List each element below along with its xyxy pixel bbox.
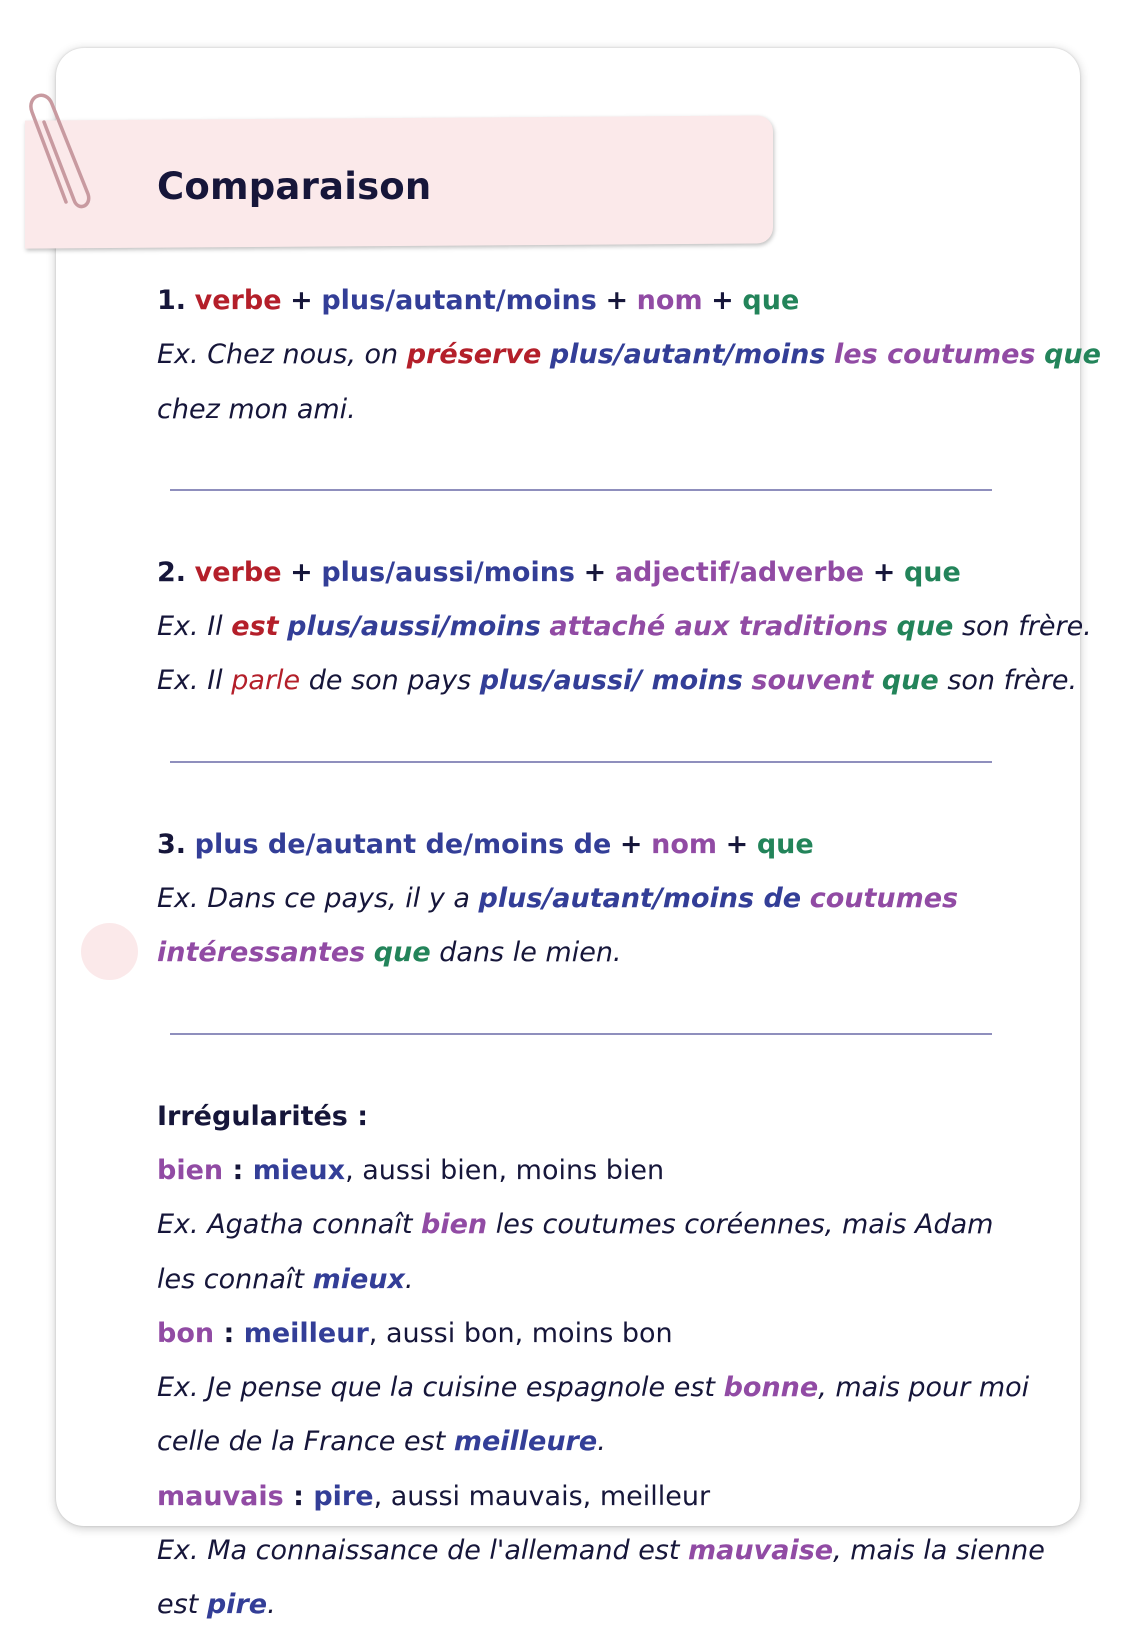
- irregular-mauvais-example: [157, 1524, 1045, 1578]
- rule-2-formula: [157, 546, 1017, 600]
- rule-3-example-cont: [157, 926, 1017, 980]
- example-noun: les coutumes: [834, 339, 1036, 371]
- plus-sign: +: [290, 556, 313, 588]
- irregular-mauvais: [157, 1470, 1017, 1524]
- formula-comparative: plus de/autant de/moins de: [194, 828, 612, 860]
- formula-verb: verbe: [194, 556, 282, 588]
- example-comparative: pire: [206, 1589, 268, 1621]
- example-base: bonne: [723, 1372, 819, 1404]
- example-noun: intéressantes: [157, 937, 366, 969]
- rule-3-example: [157, 872, 1017, 926]
- rule-2-example-1: [157, 600, 1092, 654]
- irregular-forms: , aussi bon, moins bon: [368, 1317, 673, 1349]
- plus-sign: +: [605, 285, 629, 316]
- example-comparative: plus/autant/moins: [549, 339, 826, 371]
- rule-1-example-cont: [157, 383, 1017, 437]
- paperclip-icon: [22, 86, 102, 216]
- example-text: Ex. Dans ce pays, il y a: [157, 883, 470, 915]
- section-divider: [157, 437, 1017, 546]
- irregular-base: bien: [157, 1154, 224, 1186]
- formula-comparative: plus/autant/moins: [321, 285, 597, 316]
- example-verb: parle: [231, 665, 301, 697]
- rule-3-formula: [157, 818, 1017, 872]
- colon-separator: :: [283, 1480, 314, 1512]
- example-que: que: [896, 611, 954, 643]
- example-text: Ex. Ma connaissance de l'allemand est: [157, 1535, 680, 1567]
- example-text: .: [597, 1426, 606, 1458]
- formula-comparative: plus/aussi/moins: [321, 556, 575, 588]
- plus-sign: +: [619, 828, 643, 860]
- example-text: est: [157, 1589, 199, 1621]
- irregular-heading: Irrégularités :: [157, 1100, 369, 1132]
- plus-sign: +: [583, 556, 607, 588]
- section-divider: [157, 709, 1017, 818]
- example-comparative: plus/aussi/ moins: [479, 665, 743, 697]
- plus-sign: +: [290, 285, 313, 316]
- irregular-mauvais-example-cont: [157, 1578, 1017, 1632]
- plus-sign: +: [711, 285, 734, 316]
- irregular-forms: , aussi bien, moins bien: [345, 1154, 665, 1186]
- example-text: de son pays: [308, 665, 472, 697]
- example-base: bien: [421, 1209, 488, 1241]
- irregular-comparative: pire: [313, 1480, 374, 1512]
- example-comparative: plus/autant/moins de: [478, 883, 802, 915]
- irregular-base: bon: [157, 1317, 215, 1349]
- example-text: Ex. Je pense que la cuisine espagnole est: [157, 1372, 715, 1404]
- example-text: celle de la France est: [157, 1426, 446, 1458]
- formula-noun: nom: [651, 828, 718, 860]
- example-text: dans le mien.: [439, 937, 622, 969]
- formula-noun: nom: [636, 285, 703, 316]
- irregular-bien: [157, 1144, 1017, 1198]
- example-comparative: meilleure: [453, 1426, 598, 1458]
- colon-separator: :: [214, 1317, 244, 1349]
- example-text: .: [267, 1589, 276, 1621]
- rule-1-formula: [157, 274, 1017, 328]
- example-text: les connaît: [157, 1263, 304, 1295]
- example-text: Ex. Agatha connaît: [157, 1209, 413, 1241]
- rule-number: 2.: [157, 556, 187, 588]
- example-que: que: [373, 937, 431, 969]
- irregular-forms: , aussi mauvais, meilleur: [373, 1480, 711, 1512]
- irregular-comparative: mieux: [252, 1154, 346, 1186]
- plus-sign: +: [725, 828, 749, 860]
- irregular-bon-example: [157, 1361, 1030, 1415]
- plus-sign: +: [872, 556, 896, 588]
- irregular-bon: [157, 1307, 1017, 1361]
- example-comparative: plus/aussi/moins: [287, 611, 541, 643]
- example-text: les coutumes coréennes, mais Adam: [495, 1209, 994, 1241]
- formula-que: que: [756, 828, 814, 860]
- example-que: que: [1044, 339, 1101, 371]
- example-text: .: [404, 1263, 414, 1295]
- example-text: Ex. Il: [157, 611, 223, 643]
- example-noun: coutumes: [809, 883, 959, 915]
- example-text: son frère.: [961, 611, 1092, 643]
- example-comparative: mieux: [312, 1263, 405, 1295]
- irregular-bien-example-cont: [157, 1253, 1017, 1307]
- formula-que: que: [742, 285, 800, 316]
- irregular-comparative: meilleur: [243, 1317, 369, 1349]
- irregular-base: mauvais: [157, 1480, 284, 1512]
- formula-verb: verbe: [194, 285, 282, 316]
- example-text: , mais pour moi: [818, 1372, 1030, 1404]
- example-base: mauvaise: [688, 1535, 834, 1567]
- rule-number: 1.: [157, 285, 187, 316]
- example-verb: est: [231, 611, 279, 643]
- irregular-bien-example: [157, 1198, 1017, 1252]
- rule-number: 3.: [157, 828, 187, 860]
- page-title: Comparaison: [157, 165, 432, 208]
- example-que: que: [881, 665, 939, 697]
- example-text: Ex. Chez nous, on: [157, 339, 399, 371]
- decorative-dot: [81, 923, 138, 980]
- example-text: , mais la sienne: [833, 1535, 1045, 1567]
- irregular-bon-example-cont: [157, 1415, 1017, 1469]
- rule-1-example: [157, 328, 1101, 382]
- rule-2-example-2: [157, 654, 1078, 708]
- example-verb: préserve: [406, 339, 542, 371]
- example-text: son frère.: [947, 665, 1078, 697]
- example-adjective: attaché aux traditions: [549, 611, 888, 643]
- example-adverb: souvent: [751, 665, 874, 697]
- section-divider: [157, 981, 1017, 1090]
- lesson-content: [157, 274, 1101, 1633]
- example-text: chez mon ami.: [157, 393, 356, 425]
- example-text: Ex. Il: [157, 665, 223, 697]
- colon-separator: :: [223, 1154, 253, 1186]
- formula-que: que: [903, 556, 961, 588]
- formula-adjective: adjectif/adverbe: [614, 556, 865, 588]
